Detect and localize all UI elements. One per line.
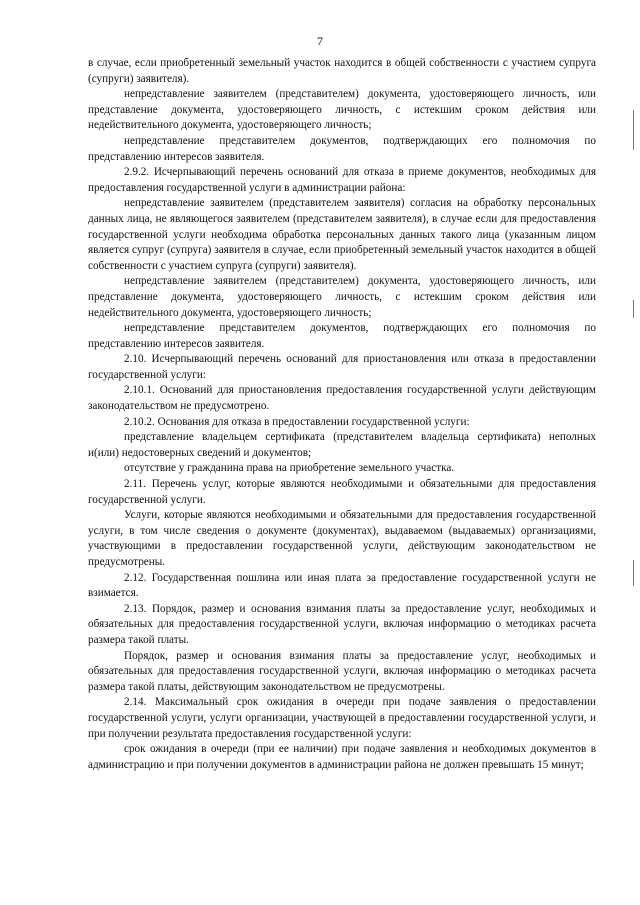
paragraph: 2.14. Максимальный срок ожидания в очереди при подаче заявления о предоставлении государственной услуги, услуги организации, участвующей в предоставлении государственной услуги, и при получении результата предоставления государственной услуги: — [88, 696, 596, 740]
paragraph: 2.10.1. Оснований для приостановления предоставления государственной услуги действующим законодательством не предусмотрено. — [88, 384, 596, 413]
paragraph: представление владельцем сертификата (представителем владельца сертификата) неполных и(или) недостоверных сведений и документов; — [88, 431, 596, 459]
paragraph: 2.10.2. Основания для отказа в предоставлении государственной услуги: — [124, 415, 470, 428]
paragraph: Услуги, которые являются необходимыми и обязательными для предоставления государственной услуги, в том числе сведения о документе (документах), выдаваемом (выдаваемых) организациями, участвующими в предоставлении государственной услуги, действующим законодательством не предусмотрены. — [88, 509, 596, 568]
paragraph: 2.10. Исчерпывающий перечень оснований для приостановления или отказа в предоставлении государственной услуги: — [88, 353, 596, 381]
scan-edge-mark — [633, 560, 634, 586]
paragraph: непредставление представителем документов, подтверждающих его полномочия по представлению интересов заявителя. — [88, 322, 596, 350]
paragraph: Порядок, размер и основания взимания платы за предоставление услуг, необходимых и обязательных для предоставления государственной услуги, включая информацию о методиках расчета размера такой платы, действующим законодательством не предусмотрены. — [88, 649, 596, 693]
paragraph: срок ожидания в очереди (при ее наличии) при подаче заявления и необходимых документов в администрацию и при получении документов в администрации района не должен превышать 15 минут; — [88, 743, 596, 771]
paragraph: 2.11. Перечень услуг, которые являются необходимыми и обязательными для предоставления государственной услуги. — [88, 478, 596, 506]
paragraph: непредставление заявителем (представителем) документа, удостоверяющего личность, или представление документа, удостоверяющего личность, с истекшим сроком действия или недействительного документа, удостоверяющего личность; — [88, 88, 596, 132]
page-number: 7 — [317, 34, 323, 48]
scan-edge-mark — [633, 300, 634, 318]
paragraph: непредставление заявителем (представителем) документа, удостоверяющего личность, или представление документа, удостоверяющего личность, с истекшим сроком действия или недействительного документа, удостоверяющего личность; — [88, 275, 596, 319]
paragraph: непредставление представителем документов, подтверждающих его полномочия по представлению интересов заявителя. — [88, 134, 596, 163]
paragraph: отсутствие у гражданина права на приобретение земельного участка. — [124, 462, 455, 475]
paragraph: 2.13. Порядок, размер и основания взимания платы за предоставление услуг, необходимых и обязательных для предоставления государственной услуги, включая информацию о методиках расчета размера такой платы. — [88, 602, 596, 646]
scan-edge-mark — [633, 110, 634, 150]
paragraph: в случае, если приобретенный земельный участок находится в общей собственности с участием супруга (супруги) заявителя). — [88, 57, 596, 85]
paragraph: 2.9.2. Исчерпывающий перечень оснований для отказа в приеме документов, необходимых для предоставления государственной услуги в администрации района: — [88, 166, 596, 194]
paragraph: 2.12. Государственная пошлина или иная плата за предоставление государственной услуги не взимается. — [88, 571, 596, 600]
paragraph: непредставление заявителем (представителем заявителя) согласия на обработку персональных данных лица, не являющегося заявителем (представителем заявителя), в случае если для предоставления государственной услуги необходима обработка персональных данных такого лица (указанным лицом является супруг (супруга) заявителя в случае, если приобретенный земельный участок находится в общей собственности с участием супруга (супруги) заявителя). — [88, 197, 596, 272]
document-body — [88, 56, 596, 773]
